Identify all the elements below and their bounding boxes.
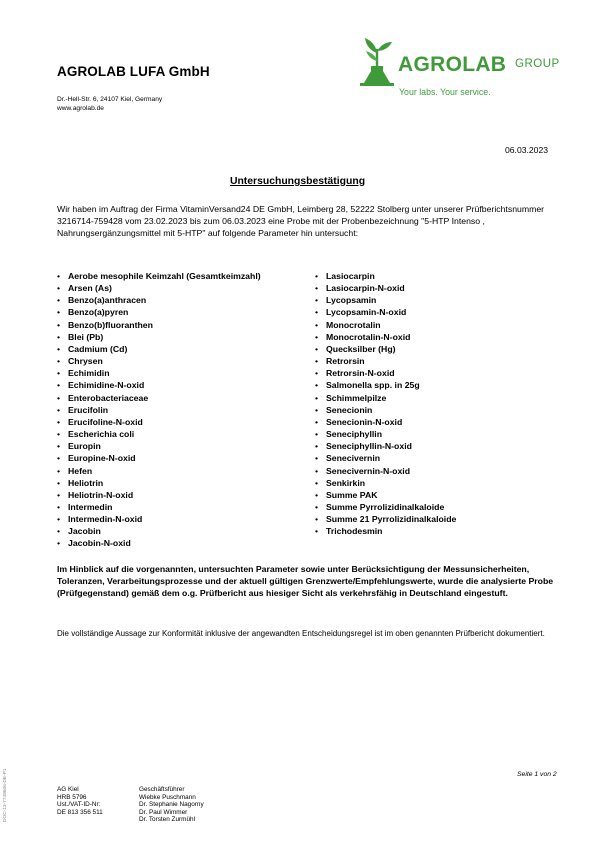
bullet-icon: • (315, 429, 319, 440)
parameter-name: Retrorsin (326, 356, 365, 367)
parameter-item (57, 537, 312, 549)
bullet-icon: • (57, 331, 61, 342)
bullet-icon: • (315, 295, 319, 306)
parameter-item (315, 331, 565, 343)
bullet-icon: • (315, 489, 319, 500)
bullet-icon: • (315, 319, 319, 330)
bullet-icon: • (315, 356, 319, 367)
parameter-list-right (315, 270, 565, 537)
parameter-item (315, 282, 565, 294)
parameter-name: Europine-N-oxid (68, 453, 136, 464)
bullet-icon: • (57, 441, 61, 452)
parameter-item (315, 525, 565, 537)
parameter-item (315, 501, 565, 513)
parameter-name: Hefen (68, 465, 93, 476)
parameter-item (57, 404, 312, 416)
footer-registration (57, 786, 103, 816)
parameter-item (315, 452, 565, 464)
parameter-name: Benzo(a)pyren (68, 307, 129, 318)
parameter-item (57, 282, 312, 294)
parameter-item (315, 392, 565, 404)
parameter-item (315, 513, 565, 525)
bullet-icon: • (315, 501, 319, 512)
parameter-name: Senecionin (326, 404, 373, 415)
parameter-name: Arsen (As) (68, 283, 112, 294)
bullet-icon: • (57, 356, 61, 367)
footer-line: Geschäftsführer (139, 786, 185, 793)
parameter-name: Summe PAK (326, 489, 378, 500)
parameter-name: Trichodesmin (326, 526, 383, 537)
parameter-item (57, 331, 312, 343)
bullet-icon: • (315, 453, 319, 464)
bullet-icon: • (315, 514, 319, 525)
bullet-icon: • (57, 343, 61, 354)
company-address (57, 96, 162, 113)
bullet-icon: • (57, 416, 61, 427)
footer-line: Wiebke Puschmann (139, 793, 196, 801)
parameter-list-left (57, 270, 312, 550)
bullet-icon: • (57, 271, 61, 281)
parameter-item (57, 306, 312, 318)
parameter-item (315, 465, 565, 477)
conformity-note: Die vollständige Aussage zur Konformität inklusive der angewandten Entscheidungsregel ist im oben genannten Prüfbericht dokumentiert. (57, 629, 545, 638)
parameter-item (57, 525, 312, 537)
parameter-name: Lasiocarpin-N-oxid (326, 283, 405, 294)
parameter-name: Enterobacteriaceae (68, 392, 149, 403)
logo-group-label: GROUP (515, 58, 560, 70)
parameter-name: Salmonella spp. in 25g (326, 380, 420, 391)
parameter-name: Heliotrin (68, 477, 104, 488)
bullet-icon: • (57, 538, 61, 549)
parameter-name: Erucifolin (68, 404, 109, 415)
footer-line: Dr. Paul Wimmer (139, 808, 188, 816)
parameter-item (315, 440, 565, 452)
parameter-name: Senecionin-N-oxid (326, 416, 403, 427)
bullet-icon: • (57, 283, 61, 294)
parameter-name: Aerobe mesophile Keimzahl (Gesamtkeimzahl) (68, 271, 261, 281)
parameter-name: Schimmelpilze (326, 392, 387, 403)
parameter-item (315, 428, 565, 440)
parameter-name: Monocrotalin (326, 319, 381, 330)
parameter-name: Jacobin (68, 526, 101, 537)
bullet-icon: • (315, 477, 319, 488)
logo-slogan: Your labs. Your service. (399, 87, 491, 97)
parameter-name: Benzo(b)fluoranthen (68, 319, 153, 330)
parameter-item (315, 355, 565, 367)
footer-line: Dr. Torsten Zurmühl (139, 816, 195, 824)
parameter-item (315, 477, 565, 489)
parameter-name: Heliotrin-N-oxid (68, 489, 134, 500)
parameter-name: Seneciphyllin-N-oxid (326, 441, 412, 452)
parameter-name: Cadmium (Cd) (68, 343, 128, 354)
bullet-icon: • (315, 331, 319, 342)
address-street: Dr.-Hell-Str. 6, 24107 Kiel, Germany (57, 96, 163, 103)
parameter-name: Seneciphyllin (326, 429, 383, 440)
parameter-item (57, 501, 312, 513)
bullet-icon: • (57, 429, 61, 440)
parameter-item (57, 343, 312, 355)
footer-line: DE 813 356 511 (57, 808, 103, 816)
bullet-icon: • (57, 465, 61, 476)
parameter-name: Intermedin-N-oxid (68, 514, 143, 525)
parameter-item (57, 477, 312, 489)
bullet-icon: • (315, 380, 319, 391)
bullet-icon: • (57, 295, 61, 306)
parameter-item (57, 367, 312, 379)
parameter-item (315, 489, 565, 501)
company-name: AGROLAB LUFA GmbH (57, 64, 210, 79)
logo-wordmark: AGROLAB (398, 53, 507, 76)
parameter-name: Intermedin (68, 501, 113, 512)
parameter-item (315, 416, 565, 428)
parameter-name: Summe 21 Pyrrolizidinalkaloide (326, 514, 457, 525)
bullet-icon: • (315, 392, 319, 403)
parameter-item (57, 379, 312, 391)
parameter-name: Benzo(a)anthracen (68, 295, 147, 306)
parameter-item (57, 428, 312, 440)
footer-line: Dr. Stephanie Nagorny (139, 801, 204, 809)
footer-line: AG Kiel (57, 786, 79, 793)
page-number: Seite 1 von 2 (517, 771, 557, 778)
bullet-icon: • (57, 489, 61, 500)
parameter-name: Lycopsamin (326, 295, 377, 306)
bullet-icon: • (315, 271, 319, 281)
bullet-icon: • (57, 501, 61, 512)
parameter-item (57, 489, 312, 501)
bullet-icon: • (315, 368, 319, 379)
parameter-name: Blei (Pb) (68, 331, 104, 342)
footer-line: Ust./VAT-ID-Nr: (57, 801, 101, 809)
footer-management (139, 786, 204, 824)
parameter-name: Chrysen (68, 356, 103, 367)
parameter-item (57, 319, 312, 331)
document-title: Untersuchungsbestätigung (229, 176, 366, 187)
parameter-item (57, 465, 312, 477)
parameter-item (57, 270, 312, 282)
bullet-icon: • (315, 404, 319, 415)
parameter-item (315, 294, 565, 306)
parameter-name: Summe Pyrrolizidinalkaloide (326, 501, 445, 512)
parameter-name: Lasiocarpin (326, 271, 375, 281)
bullet-icon: • (315, 343, 319, 354)
bullet-icon: • (57, 514, 61, 525)
bullet-icon: • (57, 477, 61, 488)
parameter-item (57, 392, 312, 404)
parameter-item (57, 355, 312, 367)
parameter-name: Senkirkin (326, 477, 366, 488)
parameter-item (57, 513, 312, 525)
parameter-name: Erucifoline-N-oxid (68, 416, 143, 427)
parameter-name: Lycopsamin-N-oxid (326, 307, 407, 318)
parameter-name: Monocrotalin-N-oxid (326, 331, 411, 342)
parameter-name: Senecivernin-N-oxid (326, 465, 410, 476)
bullet-icon: • (57, 368, 61, 379)
bullet-icon: • (57, 319, 61, 330)
parameter-name: Europin (68, 441, 101, 452)
bullet-icon: • (315, 441, 319, 452)
bullet-icon: • (315, 283, 319, 294)
parameter-name: Jacobin-N-oxid (68, 538, 131, 549)
parameter-item (315, 343, 565, 355)
parameter-item (57, 416, 312, 428)
bullet-icon: • (315, 307, 319, 318)
parameter-name: Quecksilber (Hg) (326, 343, 396, 354)
parameter-item (57, 440, 312, 452)
parameter-item (57, 294, 312, 306)
bullet-icon: • (57, 404, 61, 415)
conclusion-paragraph: Im Hinblick auf die vorgenannten, untersuchten Parameter sowie unter Berücksichtigung der Messunsicherheiten, Toleranzen, Verarbeitungsprozesse und der aktuell gültigen Grenzwerte/Empfehlungswerte, wurde die analysierte Probe (Prüfgegenstand) gemäß dem o.g. Prüfbericht aus hiesiger Sicht als verkehrsfähig in Deutschland eingestuft. (57, 564, 554, 599)
bullet-icon: • (57, 380, 61, 391)
parameter-name: Retrorsin-N-oxid (326, 368, 395, 379)
parameter-item (315, 306, 565, 318)
parameter-name: Escherichia coli (68, 429, 135, 440)
parameter-name: Echimidin (68, 368, 110, 379)
bullet-icon: • (315, 416, 319, 427)
footer-line: HRB 5796 (57, 793, 87, 801)
bullet-icon: • (315, 465, 319, 476)
parameter-item (315, 270, 565, 282)
side-document-code: DOC-13-7748606-DE-P1 (3, 768, 8, 822)
parameter-item (57, 452, 312, 464)
bullet-icon: • (57, 307, 61, 318)
intro-paragraph: Wir haben im Auftrag der Firma VitaminVersand24 DE GmbH, Leimberg 28, 52222 Stolberg unter unserer Prüfberichtsnummer 3216714-759428 vom 23.02.2023 bis zum 06.03.2023 eine Probe mit der Probenbezeichnung "5-HTP Intenso , Nahrungsergänzungsmittel mit 5-HTP" auf folgende Parameter hin untersucht: (57, 204, 545, 239)
address-website: www.agrolab.de (57, 104, 104, 112)
parameter-item (315, 367, 565, 379)
document-date: 06.03.2023 (505, 145, 549, 155)
bullet-icon: • (57, 453, 61, 464)
parameter-name: Senecivernin (326, 453, 381, 464)
parameter-item (315, 379, 565, 391)
bullet-icon: • (57, 392, 61, 403)
parameter-item (315, 404, 565, 416)
parameter-name: Echimidine-N-oxid (68, 380, 145, 391)
bullet-icon: • (57, 526, 61, 537)
bullet-icon: • (315, 526, 319, 537)
parameter-item (315, 319, 565, 331)
